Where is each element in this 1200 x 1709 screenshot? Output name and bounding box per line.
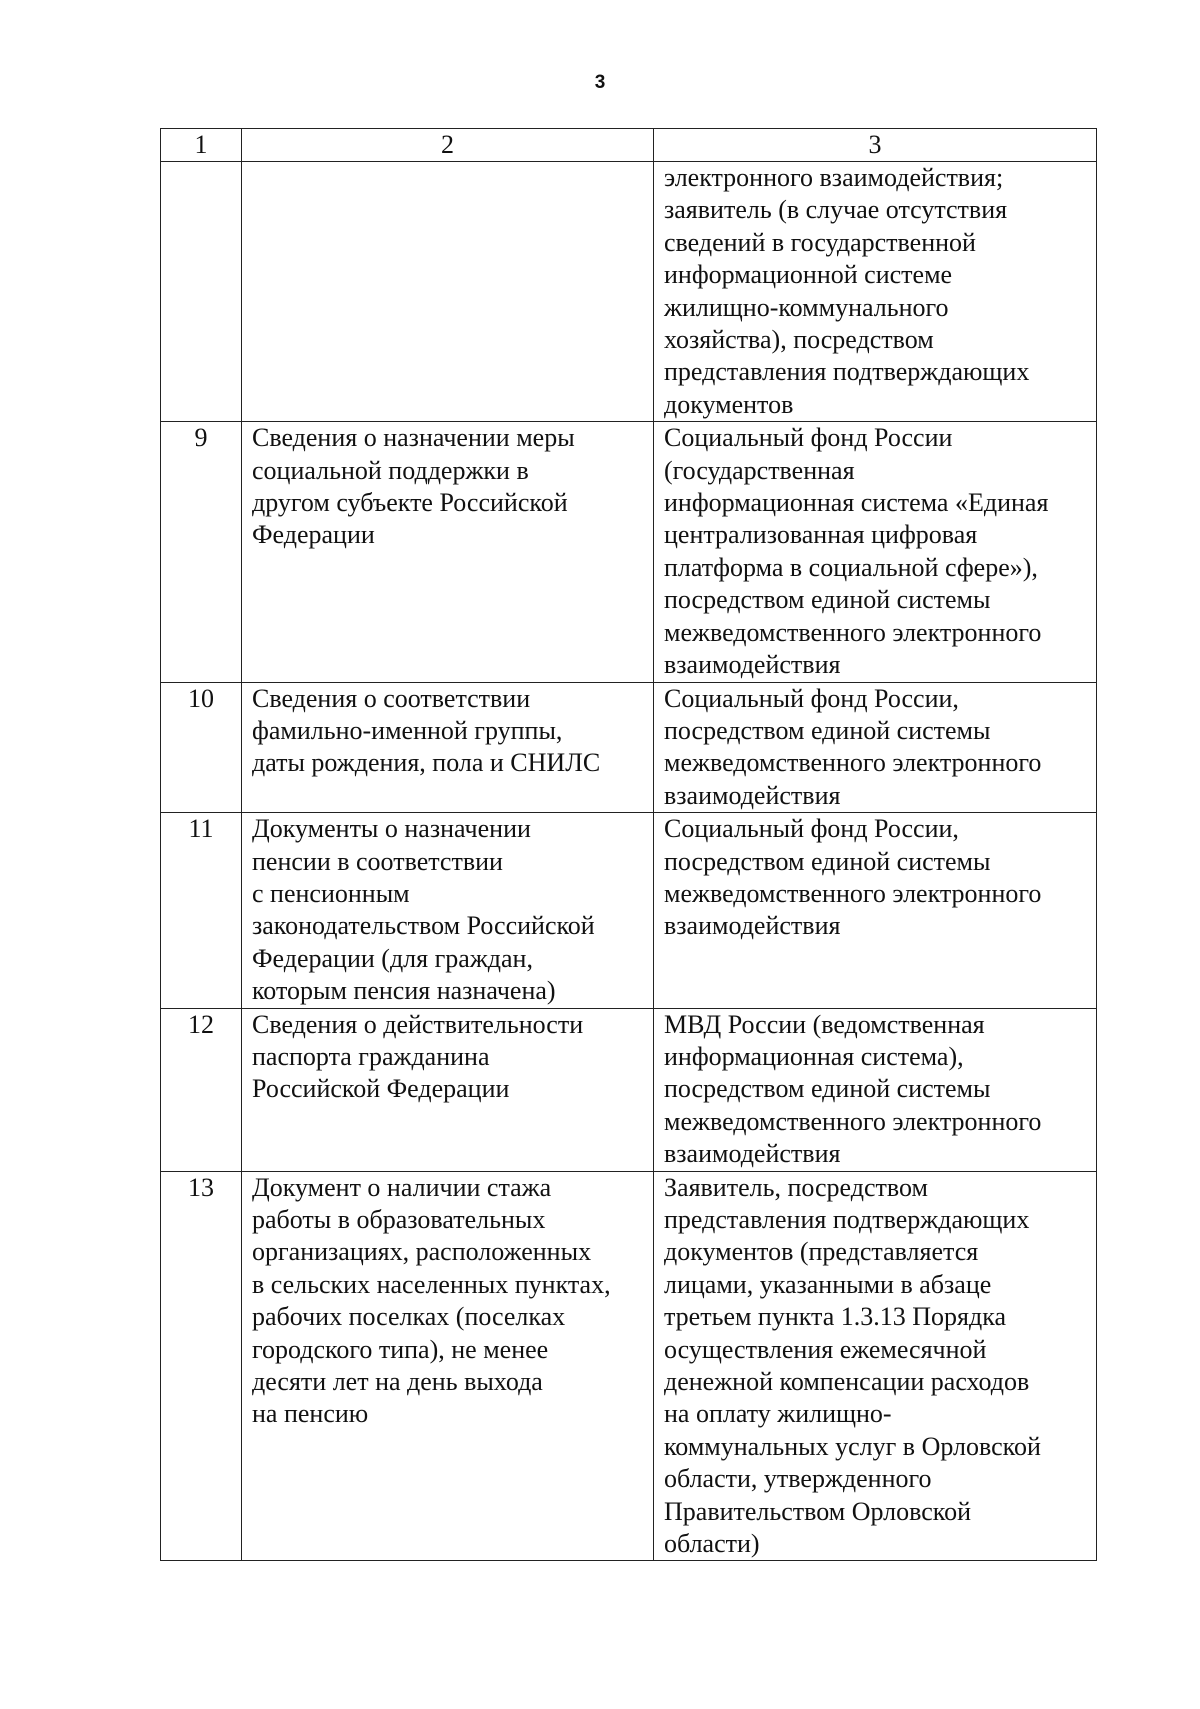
row-source-line: Социальный фонд России [664, 423, 953, 453]
row-number: 10 [161, 682, 242, 813]
row-source-line: хозяйства), посредством [664, 325, 934, 355]
row-description-line: фамильно-именной группы, [252, 715, 563, 745]
row-source [654, 1171, 1097, 1561]
row-source-line: информационная система «Единая [664, 488, 1049, 518]
row-description-line: городского типа), не менее [252, 1334, 549, 1364]
row-source-line: области) [664, 1529, 760, 1559]
row-source-line: межведомственного электронного [664, 1106, 1042, 1136]
row-source-line: посредством единой системы [664, 585, 991, 615]
row-description-line: Сведения о назначении меры [252, 423, 575, 453]
row-description-line: паспорта гражданина [252, 1041, 490, 1071]
row-source-line: Правительством Орловской [664, 1496, 971, 1526]
row-source-line: межведомственного электронного [664, 748, 1042, 778]
row-description-line: в сельских населенных пунктах, [252, 1269, 611, 1299]
row-source-line: третьем пункта 1.3.13 Порядка [664, 1302, 1007, 1332]
row-source-line: межведомственного электронного [664, 878, 1042, 908]
header-col-3: 3 [654, 129, 1097, 162]
row-source-line: Социальный фонд России, [664, 683, 959, 713]
row-source-line: документов (представляется [664, 1237, 979, 1267]
row-description-line: даты рождения, пола и СНИЛС [252, 748, 601, 778]
row-source-line: электронного взаимодействия; [664, 163, 1004, 192]
row-description-line: Документы о назначении [252, 814, 531, 844]
row-source-line: коммунальных услуг в Орловской [664, 1431, 1041, 1461]
row-description-line: рабочих поселках (поселках [252, 1302, 566, 1332]
document-table [160, 128, 1097, 1561]
row-source-line: представления подтверждающих [664, 1205, 1030, 1234]
row-description [242, 422, 654, 682]
row-source-line: взаимодействия [664, 911, 841, 941]
row-source-line: денежной компенсации расходов [664, 1367, 1030, 1397]
row-source-line: межведомственного электронного [664, 617, 1042, 647]
table-row [161, 813, 1097, 1008]
row-source-line: информационная система), [664, 1041, 964, 1071]
row-source [654, 813, 1097, 1008]
row-description-line: организациях, расположенных [252, 1237, 592, 1267]
row-source-line: заявитель (в случае отсутствия [664, 195, 1008, 225]
row-source-line: посредством единой системы [664, 715, 991, 745]
table-row [161, 162, 1097, 422]
row-source-line: централизованная цифровая [664, 520, 978, 550]
row-source-line: взаимодействия [664, 650, 841, 680]
row-description [242, 682, 654, 813]
row-description-line: законодательством Российской [252, 911, 595, 941]
row-source [654, 162, 1097, 422]
row-source-line: (государственная [664, 455, 855, 485]
row-source-line: осуществления ежемесячной [664, 1334, 987, 1364]
row-number: 11 [161, 813, 242, 1008]
row-source-line: Заявитель, посредством [664, 1172, 928, 1202]
row-description [242, 1171, 654, 1561]
row-source [654, 682, 1097, 813]
row-description-line: работы в образовательных [252, 1205, 546, 1234]
row-source-line: Социальный фонд России, [664, 814, 959, 844]
row-description-line: Федерации (для граждан, [252, 943, 533, 973]
row-source-line: области, утвержденного [664, 1464, 932, 1494]
table-row [161, 682, 1097, 813]
row-source-line: представления подтверждающих [664, 357, 1030, 387]
row-source-line: платформа в социальной сфере»), [664, 552, 1038, 582]
row-source [654, 1008, 1097, 1171]
row-number: 12 [161, 1008, 242, 1171]
row-description [242, 1008, 654, 1171]
row-description-line: Сведения о соответствии [252, 683, 531, 713]
row-description-line: Российской Федерации [252, 1074, 510, 1104]
row-description-line: с пенсионным [252, 878, 410, 908]
row-description-line: социальной поддержки в [252, 455, 529, 485]
table-row [161, 422, 1097, 682]
row-description-line: Сведения о действительности [252, 1009, 584, 1039]
row-number: 9 [161, 422, 242, 682]
row-source-line: сведений в государственной [664, 227, 976, 257]
row-source-line: взаимодействия [664, 1139, 841, 1169]
row-source-line: МВД России (ведомственная [664, 1009, 985, 1039]
row-description [242, 162, 654, 422]
row-description-line: Документ о наличии стажа [252, 1172, 552, 1202]
row-description [242, 813, 654, 1008]
row-source-line: на оплату жилищно- [664, 1399, 892, 1429]
row-source-line: документов [664, 389, 794, 419]
row-description-line: другом субъекте Российской [252, 488, 568, 518]
page-number: 3 [594, 72, 606, 93]
table-header-row [161, 129, 1097, 162]
row-number: 13 [161, 1171, 242, 1561]
row-description-line: пенсии в соответствии [252, 846, 503, 876]
table-row [161, 1008, 1097, 1171]
row-description-line: которым пенсия назначена) [252, 976, 556, 1006]
row-source-line: информационной системе [664, 260, 953, 290]
row-description-line: Федерации [252, 520, 375, 550]
table-row [161, 1171, 1097, 1561]
row-source-line: посредством единой системы [664, 846, 991, 876]
row-description-line: десяти лет на день выхода [252, 1367, 543, 1397]
row-source-line: взаимодействия [664, 780, 841, 810]
row-source-line: посредством единой системы [664, 1074, 991, 1104]
row-source-line: жилищно-коммунального [664, 292, 949, 322]
row-source-line: лицами, указанными в абзаце [664, 1269, 992, 1299]
header-col-1: 1 [161, 129, 242, 162]
header-col-2: 2 [242, 129, 654, 162]
row-description-line: на пенсию [252, 1399, 369, 1429]
row-source [654, 422, 1097, 682]
row-number [161, 162, 242, 422]
